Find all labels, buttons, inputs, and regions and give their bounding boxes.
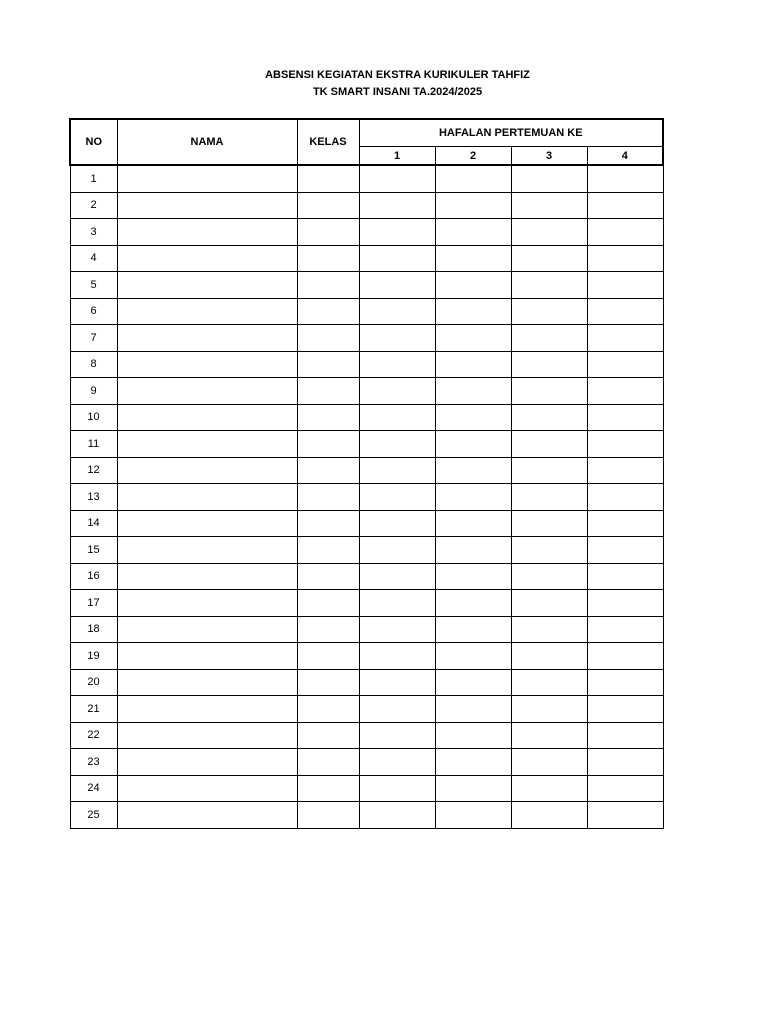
meeting-1-cell[interactable]	[359, 325, 435, 352]
nama-cell[interactable]	[117, 537, 297, 564]
meeting-1-cell[interactable]	[359, 563, 435, 590]
meeting-2-cell[interactable]	[435, 165, 511, 192]
row-number: 19	[70, 643, 117, 670]
kelas-cell[interactable]	[297, 298, 359, 325]
table-row	[70, 669, 663, 696]
kelas-cell[interactable]	[297, 219, 359, 246]
meeting-3-cell[interactable]	[511, 537, 587, 564]
nama-cell[interactable]	[117, 722, 297, 749]
meeting-2-cell[interactable]	[435, 643, 511, 670]
meeting-4-cell[interactable]	[587, 431, 663, 458]
nama-cell[interactable]	[117, 510, 297, 537]
table-row	[70, 404, 663, 431]
row-number: 2	[70, 192, 117, 219]
row-number: 21	[70, 696, 117, 723]
nama-cell[interactable]	[117, 219, 297, 246]
meeting-3-cell[interactable]	[511, 298, 587, 325]
nama-cell[interactable]	[117, 298, 297, 325]
meeting-1-cell[interactable]	[359, 245, 435, 272]
meeting-1-cell[interactable]	[359, 510, 435, 537]
table-row	[70, 325, 663, 352]
meeting-3-cell[interactable]	[511, 669, 587, 696]
table-row	[70, 192, 663, 219]
table-row	[70, 775, 663, 802]
meeting-3-cell[interactable]	[511, 696, 587, 723]
header-meeting-3: 3	[511, 147, 587, 166]
header-no: NO	[70, 119, 117, 165]
row-number: 4	[70, 245, 117, 272]
title-line-1: ABSENSI KEGIATAN EKSTRA KURIKULER TAHFIZ	[265, 69, 530, 81]
meeting-4-cell[interactable]	[587, 669, 663, 696]
meeting-1-cell[interactable]	[359, 669, 435, 696]
meeting-4-cell[interactable]	[587, 272, 663, 299]
meeting-1-cell[interactable]	[359, 749, 435, 776]
nama-cell[interactable]	[117, 192, 297, 219]
meeting-3-cell[interactable]	[511, 590, 587, 617]
meeting-2-cell[interactable]	[435, 431, 511, 458]
table-row	[70, 457, 663, 484]
row-number: 24	[70, 775, 117, 802]
header-meeting-4: 4	[587, 147, 663, 166]
meeting-4-cell[interactable]	[587, 616, 663, 643]
meeting-4-cell[interactable]	[587, 192, 663, 219]
table-row	[70, 245, 663, 272]
row-number: 22	[70, 722, 117, 749]
table-row	[70, 378, 663, 405]
meeting-4-cell[interactable]	[587, 537, 663, 564]
nama-cell[interactable]	[117, 669, 297, 696]
nama-cell[interactable]	[117, 378, 297, 405]
meeting-3-cell[interactable]	[511, 325, 587, 352]
meeting-4-cell[interactable]	[587, 219, 663, 246]
meeting-1-cell[interactable]	[359, 590, 435, 617]
kelas-cell[interactable]	[297, 643, 359, 670]
nama-cell[interactable]	[117, 165, 297, 192]
meeting-3-cell[interactable]	[511, 802, 587, 829]
kelas-cell[interactable]	[297, 616, 359, 643]
nama-cell[interactable]	[117, 404, 297, 431]
meeting-1-cell[interactable]	[359, 431, 435, 458]
meeting-2-cell[interactable]	[435, 749, 511, 776]
meeting-3-cell[interactable]	[511, 722, 587, 749]
row-number: 20	[70, 669, 117, 696]
table-row	[70, 696, 663, 723]
kelas-cell[interactable]	[297, 192, 359, 219]
meeting-4-cell[interactable]	[587, 484, 663, 511]
meeting-1-cell[interactable]	[359, 378, 435, 405]
kelas-cell[interactable]	[297, 351, 359, 378]
meeting-1-cell[interactable]	[359, 643, 435, 670]
kelas-cell[interactable]	[297, 802, 359, 829]
nama-cell[interactable]	[117, 802, 297, 829]
row-number: 17	[70, 590, 117, 617]
row-number: 23	[70, 749, 117, 776]
table-row	[70, 510, 663, 537]
row-number: 3	[70, 219, 117, 246]
meeting-3-cell[interactable]	[511, 749, 587, 776]
meeting-2-cell[interactable]	[435, 404, 511, 431]
nama-cell[interactable]	[117, 749, 297, 776]
row-number: 18	[70, 616, 117, 643]
table-row	[70, 537, 663, 564]
nama-cell[interactable]	[117, 643, 297, 670]
row-number: 10	[70, 404, 117, 431]
table-row	[70, 298, 663, 325]
meeting-1-cell[interactable]	[359, 722, 435, 749]
kelas-cell[interactable]	[297, 457, 359, 484]
table-row	[70, 643, 663, 670]
table-body	[70, 165, 663, 828]
kelas-cell[interactable]	[297, 245, 359, 272]
row-number: 14	[70, 510, 117, 537]
meeting-2-cell[interactable]	[435, 325, 511, 352]
meeting-2-cell[interactable]	[435, 272, 511, 299]
meeting-1-cell[interactable]	[359, 616, 435, 643]
table-row	[70, 165, 663, 192]
kelas-cell[interactable]	[297, 749, 359, 776]
meeting-3-cell[interactable]	[511, 431, 587, 458]
meeting-4-cell[interactable]	[587, 298, 663, 325]
kelas-cell[interactable]	[297, 272, 359, 299]
meeting-1-cell[interactable]	[359, 351, 435, 378]
kelas-cell[interactable]	[297, 696, 359, 723]
kelas-cell[interactable]	[297, 431, 359, 458]
table-row	[70, 616, 663, 643]
meeting-2-cell[interactable]	[435, 298, 511, 325]
row-number: 15	[70, 537, 117, 564]
meeting-3-cell[interactable]	[511, 616, 587, 643]
meeting-1-cell[interactable]	[359, 802, 435, 829]
meeting-2-cell[interactable]	[435, 378, 511, 405]
table-row	[70, 590, 663, 617]
kelas-cell[interactable]	[297, 775, 359, 802]
meeting-1-cell[interactable]	[359, 457, 435, 484]
attendance-table	[69, 118, 664, 829]
nama-cell[interactable]	[117, 563, 297, 590]
meeting-1-cell[interactable]	[359, 484, 435, 511]
kelas-cell[interactable]	[297, 325, 359, 352]
nama-cell[interactable]	[117, 431, 297, 458]
row-number: 7	[70, 325, 117, 352]
meeting-1-cell[interactable]	[359, 696, 435, 723]
meeting-4-cell[interactable]	[587, 510, 663, 537]
header-hafalan: HAFALAN PERTEMUAN KE	[359, 119, 663, 147]
meeting-4-cell[interactable]	[587, 351, 663, 378]
meeting-3-cell[interactable]	[511, 378, 587, 405]
meeting-1-cell[interactable]	[359, 219, 435, 246]
table-row	[70, 802, 663, 829]
meeting-2-cell[interactable]	[435, 510, 511, 537]
header-nama: NAMA	[117, 119, 297, 165]
meeting-1-cell[interactable]	[359, 775, 435, 802]
kelas-cell[interactable]	[297, 563, 359, 590]
title-line-2: TK SMART INSANI TA.2024/2025	[312, 86, 483, 98]
meeting-1-cell[interactable]	[359, 404, 435, 431]
row-number: 8	[70, 351, 117, 378]
meeting-4-cell[interactable]	[587, 404, 663, 431]
meeting-3-cell[interactable]	[511, 457, 587, 484]
meeting-4-cell[interactable]	[587, 749, 663, 776]
meeting-1-cell[interactable]	[359, 272, 435, 299]
row-number: 11	[70, 431, 117, 458]
nama-cell[interactable]	[117, 457, 297, 484]
meeting-3-cell[interactable]	[511, 219, 587, 246]
meeting-3-cell[interactable]	[511, 351, 587, 378]
meeting-2-cell[interactable]	[435, 802, 511, 829]
meeting-1-cell[interactable]	[359, 192, 435, 219]
meeting-4-cell[interactable]	[587, 775, 663, 802]
meeting-2-cell[interactable]	[435, 219, 511, 246]
meeting-2-cell[interactable]	[435, 351, 511, 378]
document-title	[0, 67, 768, 101]
meeting-4-cell[interactable]	[587, 802, 663, 829]
meeting-1-cell[interactable]	[359, 165, 435, 192]
meeting-2-cell[interactable]	[435, 457, 511, 484]
meeting-3-cell[interactable]	[511, 165, 587, 192]
meeting-3-cell[interactable]	[511, 484, 587, 511]
meeting-2-cell[interactable]	[435, 484, 511, 511]
meeting-4-cell[interactable]	[587, 325, 663, 352]
meeting-3-cell[interactable]	[511, 643, 587, 670]
kelas-cell[interactable]	[297, 590, 359, 617]
meeting-2-cell[interactable]	[435, 245, 511, 272]
meeting-2-cell[interactable]	[435, 192, 511, 219]
table-row	[70, 272, 663, 299]
row-number: 13	[70, 484, 117, 511]
nama-cell[interactable]	[117, 616, 297, 643]
meeting-1-cell[interactable]	[359, 298, 435, 325]
row-number: 5	[70, 272, 117, 299]
nama-cell[interactable]	[117, 325, 297, 352]
meeting-2-cell[interactable]	[435, 590, 511, 617]
kelas-cell[interactable]	[297, 722, 359, 749]
meeting-2-cell[interactable]	[435, 563, 511, 590]
kelas-cell[interactable]	[297, 510, 359, 537]
table-row	[70, 484, 663, 511]
meeting-3-cell[interactable]	[511, 563, 587, 590]
meeting-4-cell[interactable]	[587, 245, 663, 272]
row-number: 12	[70, 457, 117, 484]
kelas-cell[interactable]	[297, 165, 359, 192]
nama-cell[interactable]	[117, 245, 297, 272]
meeting-4-cell[interactable]	[587, 696, 663, 723]
row-number: 1	[70, 165, 117, 192]
meeting-2-cell[interactable]	[435, 722, 511, 749]
header-meeting-2: 2	[435, 147, 511, 166]
kelas-cell[interactable]	[297, 484, 359, 511]
nama-cell[interactable]	[117, 590, 297, 617]
meeting-4-cell[interactable]	[587, 378, 663, 405]
meeting-2-cell[interactable]	[435, 616, 511, 643]
meeting-2-cell[interactable]	[435, 669, 511, 696]
header-meeting-1: 1	[359, 147, 435, 166]
nama-cell[interactable]	[117, 775, 297, 802]
meeting-2-cell[interactable]	[435, 537, 511, 564]
meeting-2-cell[interactable]	[435, 696, 511, 723]
row-number: 25	[70, 802, 117, 829]
row-number: 9	[70, 378, 117, 405]
meeting-3-cell[interactable]	[511, 775, 587, 802]
nama-cell[interactable]	[117, 272, 297, 299]
row-number: 6	[70, 298, 117, 325]
kelas-cell[interactable]	[297, 378, 359, 405]
meeting-3-cell[interactable]	[511, 192, 587, 219]
kelas-cell[interactable]	[297, 404, 359, 431]
meeting-4-cell[interactable]	[587, 563, 663, 590]
meeting-3-cell[interactable]	[511, 245, 587, 272]
meeting-4-cell[interactable]	[587, 722, 663, 749]
table-row	[70, 351, 663, 378]
nama-cell[interactable]	[117, 484, 297, 511]
table-row	[70, 563, 663, 590]
meeting-4-cell[interactable]	[587, 457, 663, 484]
kelas-cell[interactable]	[297, 537, 359, 564]
table-row	[70, 219, 663, 246]
meeting-2-cell[interactable]	[435, 775, 511, 802]
meeting-3-cell[interactable]	[511, 404, 587, 431]
nama-cell[interactable]	[117, 351, 297, 378]
kelas-cell[interactable]	[297, 669, 359, 696]
table-row	[70, 722, 663, 749]
meeting-4-cell[interactable]	[587, 590, 663, 617]
header-kelas: KELAS	[297, 119, 359, 165]
table-row	[70, 749, 663, 776]
meeting-4-cell[interactable]	[587, 643, 663, 670]
row-number: 16	[70, 563, 117, 590]
meeting-3-cell[interactable]	[511, 272, 587, 299]
meeting-4-cell[interactable]	[587, 165, 663, 192]
table-row	[70, 431, 663, 458]
meeting-1-cell[interactable]	[359, 537, 435, 564]
nama-cell[interactable]	[117, 696, 297, 723]
meeting-3-cell[interactable]	[511, 510, 587, 537]
